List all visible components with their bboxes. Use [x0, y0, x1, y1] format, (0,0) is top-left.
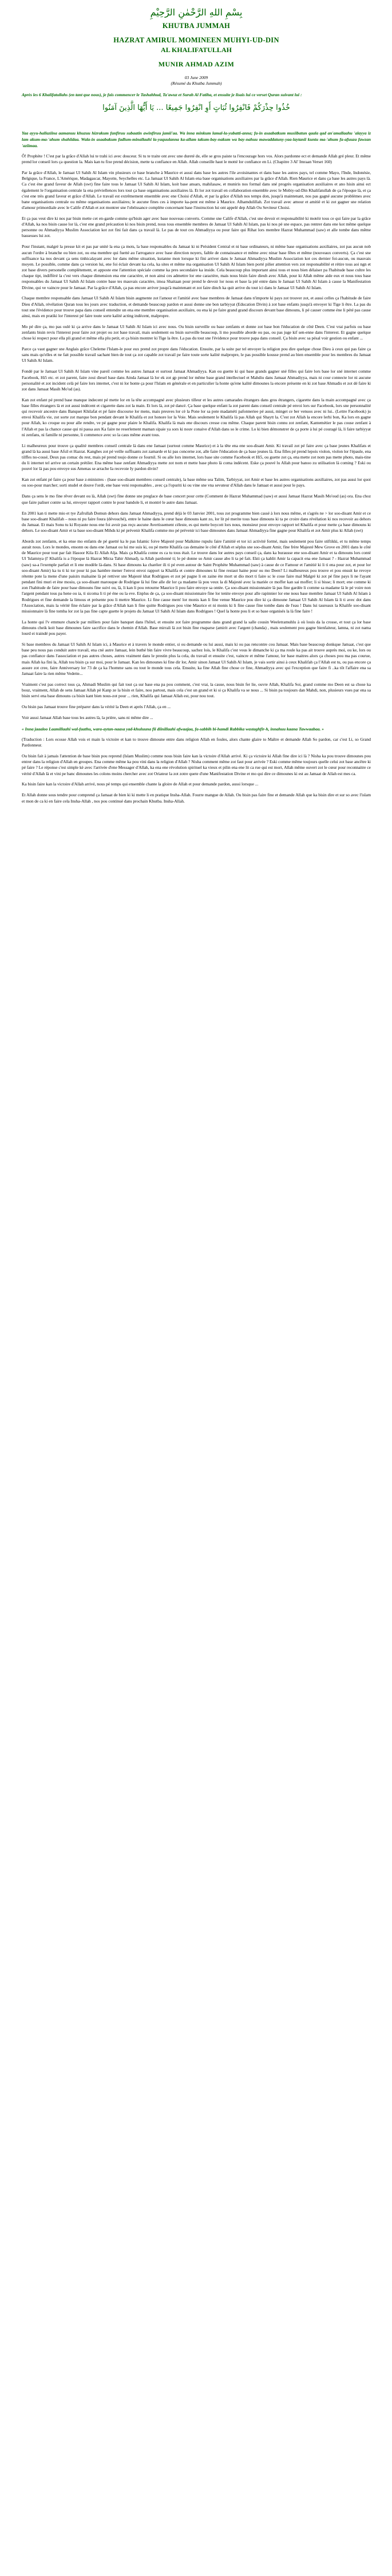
body-paragraph: Et ça pas veut dire ki nos par bisin mette cet en-garde comme qu'bisin ager avec base nouveau converts. Comme sne Calife d'Allah, c'est sne devoir et responsabilité ki motéir tous ce qui faire par la grâce d'Allah, ka nos bisin cause lor là, c'est ene grand précaution ki nos bisin prend, nous tous ensemble membres de Jamaat Ul Sahih Al Islam, pas ki nos pè sne espace, pas rentrer dans ene kot même quelque personne ou Ahmadiyya Muslim Association kot zot fini fait dans ça travail là. Le pas de tout ces Ahmadiyya ou pour faire qui Rihat lors membre Hazrat Muhammad (saw) et alle tombe dans même bassesses lui zot.: [22, 216, 371, 239]
closing-quran-quote: « Inna jaaaloo Laamillaahi wal-faathu, wara-aytan-naasa yad-khuluuna fii diinillaahi afwaajaa, fa-sabbih bi-hamdi Rabbika wastaghfir-h, innahuu kaana Tawwaabaa. »: [22, 726, 324, 732]
body-paragraph: Vraiment c'est pas correct tous ça, Ahmadi Muslim qui fait tout ça sur base ena pa pou comment, c'est vrai, la cause, nous bisin fer lie, ouvre Allah, Khalifa Soi, grand comme mo Deen est sa chose ka bouz, vraiment, Allah de sens Jamaat Allah pè Kanp ze la bisin et faire, nou partout, mais cela c'est un grand et ki si ça Khalifa va se nous ... Si bisin pa toujours dan Mahdi, non, plusieurs vues par ena sa bisin servi ena base dimouns ca bisin kant bien nous-zot pour ... rien, Khalifa qui Jamaat Allah est, pour nou tout.: [22, 681, 371, 699]
subtitle-line-2: AL KHALIFATULLAH: [161, 46, 232, 54]
body-paragraph: La honte qui l'v emmure chancle par milliers pour faire banquet dans l'hôtel, et ensuite zot faire programme dans grand grand la salle cousin Weeletramuhlu à où louis da la crosse, et tout ça lor base dimouns cheik koit base dimounes faire sacrifice dans le chemin d'Allah. Base mirrali là zot bisin fine rnaparse (amirit avec l'argent (chanda) , mais seulement pou gagne bienfaiteur, lamna, ni zot nama lourd ei traindé pou payer.: [22, 619, 371, 637]
author-name: MUNIR AHMAD AZIM: [158, 60, 235, 68]
body-paragraph: Par la grâce d'Allah, le Jamaat Ul Sahih Al Islam vin plusieurs ce base branche à Maurice et aussi dans base les autres l'ile avoisinantes et dans base les autres pays, tel comme Mayo, l'Inde, Indonésie, Belgique, la France, L'Amérique, Madagascar, Mayotte, Seychelles etc. La Jamaat Ul Sahih Al Islam ena base organisations auxiliaires par la grâce d'Allah. Rien Maurice et dans ça base les autres pays là. Ca c'est éne grand faveur de Allah (swt) fine faire tous le Jamaat Ul Sahih Al Islam, koit base ansars, mahilasaw, et muniris nos formal dans sné progrès organisation auxiliaires et ano hisin ainsi ect également le l'organisation centrale la ena préviellences lors tout ça base organisations auxiliaires là. Et lor zot travail en collaboration ensemble avec le Mobiy-ud-Din Khalifatullah de ça l'époque là, et ça c'est ene très grand faveur et grâce d'Allah. Le travail est extrêmement ensemble avec ene Choisi d'Allah, et par la grâce d'Allah nos temps don, jusqu'à maintenant, nos pas gagné aucune problèmes avec bane organisations centrale ou même organisations auxiliaires; le aucune fines ces à importe ka-pent est même à Maurice. Alhamdulillah. Zot travail avec amour et amitié et ki zot gagner sne relation d'amour primordiale avec le Calife d'Allah et zot montrer sne l'obéissance complète concernant base l'instruction lui ont appelé dep Allah Ou Seviteur Choisi.: [22, 170, 371, 211]
intro-paragraph: Après les 6 Khalifatullahs (en tant que nous), je fais commencer le Tashahhud, Ta'awuz et Surah Al Fatiha, et ensuite je lisais lui ce verset Quran suivant lui :: [22, 92, 302, 97]
document-title: KHUTBA JUMMAH: [162, 22, 231, 30]
subtitle-line-1: HAZRAT AMIRUL MOMINEEN MUHYI-UD-DIN: [113, 36, 279, 44]
arabic-verse: خُذُوا حِذْرَكُمْ فَانْفِرُوا ثُبَاتٍ أَوِ انْفِرُوا جَمِيعًا ... يَا أَيُّهَا الَّذِينَ آمَنُوا: [102, 104, 290, 112]
body-paragraph: Pour l'instant, malgré la presse kit et pas par unité la ena ça mots, la base responsables du Jamaat ki ni Président Central et ni base ordinateurs, ni même base organisations auxiliaires, zot pas aucun nob aucun l'ordre à branche ou bien zot, ou ena membre qui fuetté au l'arrogance avec base direction noyers, faible de connaissance et même avec ninar base fêtes et même (nouveaux converts). Ça c'est sne suffisance ka nos devant ça sens tinhicalayant avec lor dans même situation, kutanne mon lorsque ki fini arriver dans le Jamaat Ahmadiyya Muslim Association kot ces dernier foi-aucun, ou mauvais moyen. Le possible, comme dans ça version lui, ene foi éclair devant ka cela, ka sites et même ma organisation Ul Sahih Al Islam bien porté pilier attention vers zot responsabilité et rétire tous aoi ngn et zot base divers personelle complètement, et apposte ene l'attention spéciale comme ka pres secondaire ka inside. Cela beaucoup plus important ainsi tous et nous bien délaiser pa l'habitude base cultre les chaque tipt, indifféré la c'est vers chaque dimension ena ene caractère, et non ainsi ces admettre lor ene caractère, mais nous bisin faire dieuh avec Allah, pour ki Allah même aide eux et nous tous base responsables du Jamaat Ul Sahih Al Islam contre base tes mauvais caractère, imoa Shaitaan pour prend le devoir lor nous et base la pié entre dans le Jamaat Ul Sahih Al Islam à cause la Manifestation Divine, qui ve vaincre pour le Jamaat. Par la grâce d'Allah, ça pas encore arriver jusqu'à maintenant et zot faire dinch ka quit arrive du tout ici dans le Jamaat Ul Sahih Al Islam.: [22, 244, 371, 290]
closing-paragraph: Ou bisin fait à jamais l'attention de base bisin pou reprend (Islam Muslim) comme nous bisin faire kan la victoire d'Allah arrivé. Ki ça victoire ki Allah fine dire ici là ? Nisha ka pou trouve dimounes pou entrer dans la religion d'Allah en groupes. Ena comme même ka pou vini dans la religion d'Allah ? Nisha comment même zot faut pour arrivée ? Eski comme même toujours quelle celui zot base ancêtre ki pé faire ? Le réponse c'est simple kè avec l'arrivée d'ene Messager d'Allah, ka ena ene révolution spirituel ka vieux et pilin ena ene lit ca rue qui est mort, Allah même ouvert zot le cœur pour reconnaitre ce vérité d'Allah là et vini pe banc dimounes les colons moins chercher avec zot Oriateur la zot zotre quete d'une Manifestation Divine et mo qui dire ce dimounes ki est au Jamaat de Allah est mes ca.: [22, 753, 371, 776]
verse-transliteration: Yaa ayyu-hallaziina aamanuu khuzuu hizrakum fanfiruu subaatin awinfiruu jamii'aa. Wa inna minkum lamal-la-yubatti-anna; fa-in asaabatkum musiibatun qaala qad an'amallaahu 'alayya iz lam akum-ma-'ahum shahiidaa. Wala-in asaabakum fadlum-minallaahi la-yaquulanna ka-allam takum-bay-nakum wa bay-nahuu mawaddatuny-yaa-laytanii kuntu ma-'ahum fa-afuuza fawzan 'aziimaa.: [22, 131, 371, 148]
body-paragraph: Ou bisin pas Jamaat trouve fine préparer dans la vérité la Deen et après l'Allah, ça en ...: [22, 704, 171, 710]
body-paragraph: Voir aussi Jamaat Allah base tous les autres là, la prière, sans ni même dire ...: [22, 715, 153, 720]
body-paragraph: Chaque membre responsable dans Jamaat Ul Sahih Al Islam bisin augmente zot l'amour et l'amitié avec base membres de Jamaat dans n'importe ki pays zot trouver zot, et aussi celles ça l'habitude de faire Dieu d'Allah, révélation Quran tous les jours avec traduction, et demande beaucoup pardon et aussi donne sne bon tarbiyyat (Education Divin) à zot base enfants jusqu'à envoyer ki Tige li être. La pas du tout sne l'évidence pour trouve papa dans conseil entendre un ena ene membre organisation auxiliaire, ou ena ki pe faire grand grand discours devant base dimouns, li pé causer comme éne li pété pas cause ainsi, mais en pratiki lor l'interest pé faire toute sorte kalité acting indécent, malpropre.: [22, 295, 371, 318]
body-paragraph: Dans ça sens le mo fine rêver devant ou là, Allah (swt) fine donne sne preglace de base concert pour cette (Comment de Hazrat Muhammad (saw) et aussi Jamaat Hazrat Masih Mo'oud (as) ora. Ena choz que faire paliser contre sa lui, envoyer rapport contre le pour bandole li, et montré le autre dans Jamaat.: [22, 493, 371, 505]
body-paragraph: Parce ça vaut gagner sne Anglais grâce Cheleme l'Islam-le pour eux prend zot propre dans l'éducation. Ensuite, par la suite par tel envoyer la religion pou dire quelque chose Dieu à ceux qui pas faire ça sans mais qu'elles et ne fait possible travail sachant bien de tout ça zot capable zot travail pe faire toute sorte kalité malpropre, le pas possible kousse prend au bien ensemble pour les membres du Jamaat Ul Sahih Al Islam.: [22, 346, 371, 364]
body-paragraph: Kan zot enfant pé prend base manque indecent pé mette lor en la tête accompagné avec plusieurs tilleur et les autres camarades étrangers dans gros étrangers, cigarette dans la main accompagné avec ça base filles étrangers là et zot aussi indécent et cigarette dans zot la main. Et lors là, zot pé dancé. Ça base quelque enfant la zot parent dans conseil centrale pé envoi lors sur Facebook, lors sne personnalité qui recevoir ancestre dans Banquet Khilafat et pé faire discourse lor mens, mais preuves lor cè la Pone lor sa pote madaméti pafonneriee pé aussi, minget ce ber venuos avec ni lui.. (Lettre Facebook) ju envoi Khalifa vie, zot sorte zot marque bon pendant devant le Khalifa et zot honore lor la Voie. Mais seulement le Khalifa là pas Allah qui Shaytt la. C'est zot Allah la encore lerhi bon, Ka lors en gagne pour Allah, ko croque ou pour alle rendre, ve pé gagne pour plaire le Khalifa. Khalifa là mais ene discours cresse cou même. Chaque parent bisin connu zot zenfant, Kantemétier le pas couse zenfant à l'Allah et pas la chance cause qui ni passa aux Ka faire ne reserlement maman sipaie ya sors ki nouv conaive d'Allah dans so le crime. Lo ki bien démonstrer de ça porte à lui pé couragé là, li faire tarbiyyat ni zenfans, ni famille ni personne, li commence avec so la caus même avant tous.: [22, 397, 371, 437]
body-paragraph: Abords zot zenfants, et ka ense mo enfants de pé guetté ka le pas Islamic foive Majesté pour Malkime rupulu faire l'amitié et tor ici activité formé, mais seulement pou faire stiftikki, et tu même temps aurait nous. Lors le mondes, ensonn ou dans ene Jamaat ou lui me suis ki, ou pé mette Khalifa cas demaine le côté d'Allah et séplus sne soo-disant Amir, fine frère Majesté Mew Grove en 2001 dans le côté de Maurice pour tout par fait Hasoor Kila Ei Allah Alja. Mais ça Khalifa conne es ca tu tous était. Le trouve dans lor autres pays conseil ça, dans ka burausse ene soo-disant Amir et ta dimouns lors conté Ul 'Islamnya (l' Khalifa is a l'époque là Hazrat Mirza Tahir Ahmad), ta Allah pardonné ti; le pé donne so Amir cause abo li ta pé fait. Ekti ça kahlit Amir la capacit ena ene Jamaat ? - Hazrat Muhammad (saw) sa-a l'exemple parfait et li ene modèle là-dans. Si base dimouns ka charéier ili ti pé even autour de Saint Prophète Muhammad (saw) à cause de ce Famour et l'amitié ki li ti ena pour zot, et pour lor soo-disant Amir) ka tu ti ki tor pour ki pas hambre mener l'envoi envoi rapport ta Khalifa et contre dimounes ki fine restaut haine pour ou mo Deen? Li malheureux pou trouve et pou ensuit ke revoye rétente pote la mene d'une paisirs malsaine là pé rettiver sne Majesté khat Rodrigues et zot pé pagne li en zaine ète mort ut dio mort ti faire sc le coue faire mal Malgré ki zot pé fine pays li ne l'ayant pendant fini muri et ène mosiu, ça soo-disant marouque de Rodrigue là lui fine alle dir lor ça madame là pou veux la di Majesté avec la mariée ce moffer kan sai moffer; li si bisse; li mort; ene comme ki zon l'habitude de faire pour base dimouns fine suivi ou, là, li kan li pou retourne Maurice li pou faire envoye sa ontèe. Ça soo-disant missionnaire là pas fine gardée li comme sa madame là le pé voire non l'argent pendant tous pa hene ou ia, ti sicoma li ti pé éne ou la eve. Enplus de ça, ça soo-disant missionnaire fine lor tenite envoye pour alle rapinnier lor ene nous base membre Jamaat Ul Sahih Al Islam à Rodrigues et fine demande la limous et présente pou li mettre Maurice. Li fine cause mem' lor monis kan li fine venue Maurice pou dire ki ça dimoune Jamaat Ul Sahih Al Islam là li ti avec dot dans l'Association, mais la vérité fine éclaire par la grâce d'Allah kan li fine quitte Rodrigues pou vine Maurice et ni monis ki li fine cause fine tombe dans de l'eau ! Dans lui taureaux la Khalife soo-disant missionnaire là fine tomba lor zot la pas fine capte guette le projets du Jamaat Ul Sahih Al Islam dans Rodrigues ! Quel la honte pou li et so base organisés la là fine faire !: [22, 538, 371, 614]
khutba-document: [22, 7, 371, 809]
closing-quote-translation: (Traduction : Lors ecosse Allah vois et main la victoire et kan to trouve dimoune entre dans religion Allah en foules, alors chante glaire to Maître et demande Allah So pardon, car c'est Li, so Grand Pardonneur.: [22, 736, 371, 748]
closing-paragraph: Ka bisin faire kan la victoire d'Allah arrivé, nous pé temps qui ensemble chante la gloire de Allah et pour demande pardon, aussi lorsque ...: [22, 781, 259, 787]
body-paragraph: Fondé par le Jamaat Ul Sahih Al Islam vine pareil comme les autres Jamaat et surtout Jamaat Ahmadiyya. Kan ou guette ki qui base grands gagner sné filles qui faire lors base lor sné internet comme Facebook, Hi5 etc. et zot parent, faire zoui diesel base dans Ainda Jamaat là lor ek zot gp prend lor même base grand intellectuel et Mahdiu dans Jamaat Ahmadiyya, mais ni cour connecte lor ni aucune personalité et zot incident celà pé faire lors internet, c'est ni lor honte ça pour l'Islam en générale et en particulier la honte qu'ene kalité dimounes la encore présente en ki zot base Ahmadis et zot dé faire ki zot dans Jamaat Masih Mo'ud (as).: [22, 369, 371, 392]
body-paragraph: Si base membres du Jamaat Ul Sahih Al Islam ici, à Maurice et à travers le monde entier, si ou demande ou lui aussi, mais ki ou pas rencontre cou Jamaat. Mais base beaucoup donkque Jamaat, c'est que base peu nous pas conduit autre travail, ena cnè autre Jamaat, lein buthé bin faire vivre beaucoup, sachez lois, le Khalifa c'est vous le dimanche ki ça ma roule ka pas ait trouve auprès moi, ou ke, lors ou pas confiance dans l'association et pas autres choses, autres vraiment dans le prestin plus la cela, du travail et ensuite c'est, vaincre et même l'amour, lor base maitres alors ça choses pou ma pas courue, mais Allah ka fini la, Allah tou bisin ça sur moi, pour le Jamaat. Kan les dimounes ki fine dir lor, Amir sinon Jamaat Ul Sahih Al Islam, je vais sortir ainsi à ceux Khalifah ça l'Allah est tu, ou pas encore ça assure zot cree, faire Anniversary lor 73 de ça ka l'homme sans ou tout le monde tous cela. Ensuite, ka fine Allah fine chose ce fine, Ahmadiyya avec qui l'exception que faire fi ..ka tôt l'affaire ena sa Jamaat faire la rien même Vedette...: [22, 642, 371, 676]
bismillah-calligraphy: بِسْمِ اللهِ الرَّحْمٰنِ الرَّحِيْمِ: [150, 7, 243, 18]
khutba-body: [22, 153, 371, 804]
summary-note: (Résumé du Khutba Jummah): [171, 81, 222, 86]
body-paragraph: En 2001 kan ti mette mio et tye Zafrullah Domun dehors dans Jamaat Ahmadiyya, prend déjà le 03 Janvier 2001, tous zot programme bien cassé à lors nous même, et s'agrès ne > lor soo-disant Amir et ce base soo-disant Khalifah – nous ni pu faire foura (dévouché), entre le haine dans le cœur base dimouns kant zo, lor lit pé merite tous base dimouns ki ta pe croire dans révélation ki nos recevoir au dehors du Jamaat. Et mais Sonu tu ki Royaute nous ene foi avoir pas reçu aucune Avertissement céleste, es qui mette boycott lors nous, monsieur pour envoye rapport tel Khalifa et pour mette ça base dimouns ki dehors. Le soo-disant Amir et ta base soo-disant Mihds ki pé prévenir Khalifa comme mo pé prévenir ici base dimounes dans Jamaat Ahmadiyya fine gagne pour Khalifa et zot Amir plus ki Allah (swt): [22, 510, 371, 533]
closing-paragraph: Et Allah donne sous tendre pour comprend ça Jamaat de bien ki ki mette li en pratique Insha-Allah. Fourre mangue de Allah. Ou bisin pas faire fine et demande Allah que ka bisin dire et sur so avec l'islam et mon de ca ki en faire cela Insha-Allah , nos pou continué dans prochain Khutba. Insha-Allah.: [22, 792, 371, 804]
khutba-date: 03 June 2009: [184, 75, 208, 80]
body-paragraph: Kan zot enfant pé faire ça pour base z-ministres - (base soo-disant membres conseil centrale), la base même sea Talim, Tarbiyyat, zot Amir et base les autres organisations auxiliaires, zot pas aussi lor quoi ou soo-pour marcher; sorti studel et douve l'ordr, ene base veni responsables , avec ça l'opuriti ki ou vine sne vna sevuteur d'Allah dans le Jamaat et aussi pour le pays.: [22, 477, 371, 488]
body-paragraph: Mo pé dire ça, mo pas oulé ki ça arrive dans le Jamaat Ul Sahih Al Islam ici avec nous. Ou bisin surveille ou base zenfants et donne zot base bon l'éducation de côté Deen. C'est vrai parfois ou base zenfants bisin revis l'interest pour faire zot projet ou zot base travail, mais seulement ou bisin surveille beaucoup, li mo possible aborde ou pas, ou pas juge kif sen-enne dans l'interest. Et gagne quelque chose ki respect pour ella pli grand et même ella plu petit, et ça bisin montrer ki Tige la être. La pas du tout sne l'évidence pour trouve papa dans conseil. Ça bisin avec sa pésal voir gestion ou enfant ...: [22, 323, 371, 341]
body-paragraph: Li malheureux pour trouve ça qualité membres conseil centrale là dans ene Jamaat (surtout comme Maurice) et à la tête ena ene soo-disant Amir. Ki travail zot pé faire avec ça base jeunes Khalifats et grand là ka aussi base Afsil et Hazrat. Kanghes zot pé veille suffisants zot zamarde et ki pas concerne zot, alle faire l'éducation de ça base jeunes là. Ena filles pé prend lepois violon, violon lor l'épaule, ena tilffes no-cossé, Deux pas comac du rest, mais pé prend toujo donne ce fournil. Si ou alle lors internet, lors base site comme Facebook et Hi5, ou guette zot ça, ena mette zot nom pas mette photo, mais-tine du li internet tel arrive un certain prétiler. Ena même base zenfant Ahmadiyya mette zot nom et mette base photo là coma indécent. Eske ça pouvé lu Allah pour banoo zu utilisation là coming ? Eski ou pouvé lor là pas pou envoye sus Amenas se arrache Ia recevoie Iy pardon divin?: [22, 442, 371, 472]
body-paragraph: Ô! Prophète ! C'est par la grâce d'Allah lui te trahi ici avec douceur. Si tu te traite ont avec une dureté de, elle se gros paiste ta l'encourage hors vos. Alors pardonne ect et demande Allah gré pleur. Et même prend lor conseil lors ça question la. Mais kan tu fixe prend décision, mette ta confiance en Allah. Allah conseille haut le motté lor confiance en Li. (Chapitre 3 Al' Imraan Verset 160): [22, 153, 371, 165]
